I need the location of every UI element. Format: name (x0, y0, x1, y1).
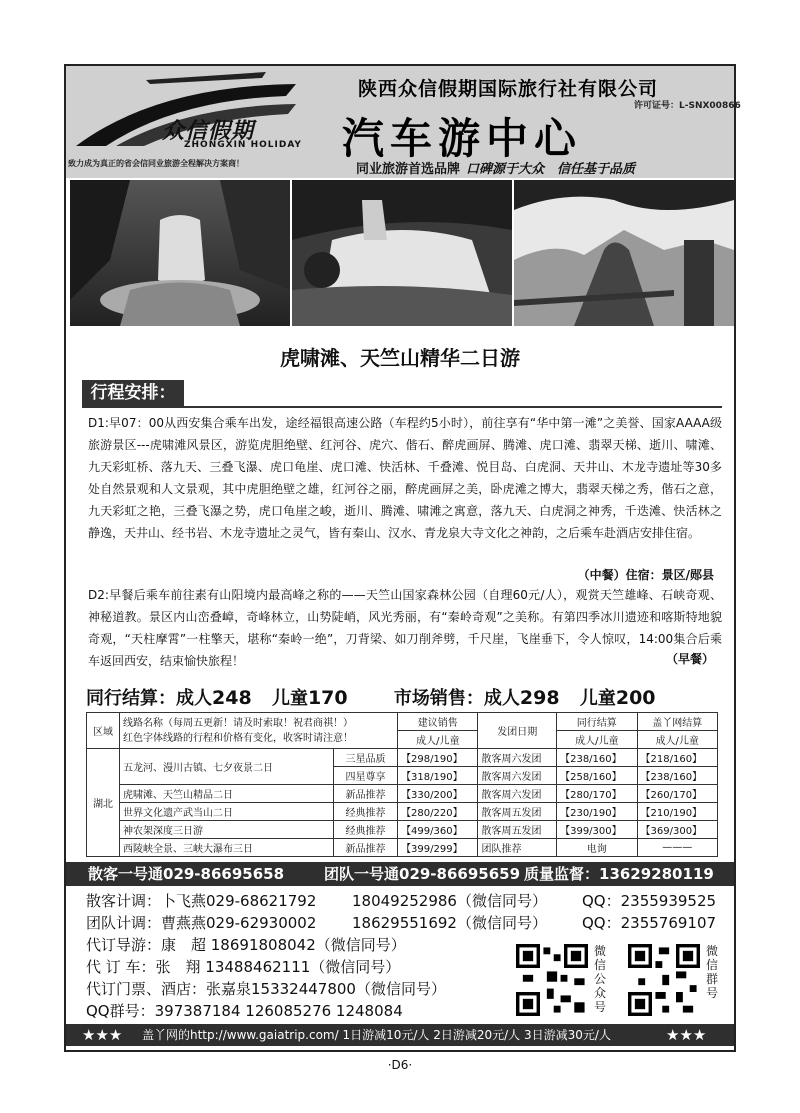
footer-stars-left: ★★★ (82, 1026, 123, 1044)
header-route-line2: 红色字体线路的行程和价格有变化，收客时请注意！ (123, 732, 353, 744)
contact-group-mobile: 18629551692（微信同号） (352, 914, 547, 932)
gaia-price: ——— (637, 839, 717, 857)
logo-english: ZHONGXIN HOLIDAY (184, 140, 302, 150)
page-number: ·D6· (387, 1058, 413, 1072)
route-price-table (86, 712, 718, 857)
company-name: 陕西众信假期国际旅行社有限公司 (358, 78, 659, 100)
waterfall-photo-1 (70, 180, 290, 326)
gaia-price: 【218/160】 (637, 749, 717, 767)
subheader-suggest: 成人/儿童 (398, 731, 478, 749)
license-number: 许可证号：L-SNX00866 (634, 101, 741, 111)
waterfall-photo-2 (292, 180, 512, 326)
trade-price: 电询 (557, 839, 637, 857)
gaia-price: 【260/170】 (637, 785, 717, 803)
logo-chinese: 众信假期 (162, 119, 255, 144)
depart-date: 团队推荐 (478, 839, 557, 857)
day1-meal: （中餐）住宿：景区/郧县 (577, 568, 714, 582)
qr-label-public: 微信公众号 (593, 944, 606, 1014)
mountain-photo (514, 180, 734, 326)
center-title: 汽车游中心 (342, 114, 583, 163)
market-child-label: 儿童 (579, 688, 616, 709)
header (66, 66, 741, 178)
hotline-group: 团队一号通029-86695659 (324, 865, 521, 883)
contact-car: 代 订 车：张 翔 13488462111（微信同号） (86, 958, 401, 976)
wechat-public-qr-icon (516, 944, 588, 1016)
day1-itinerary: D1:早07：00从西安集合乘车出发，途经福银高速公路（车程约5小时），前往享有“华中第一滩”之美誉、国家AAAA级旅游景区---虎啸滩风景区，游览虎胆绝壁、红河谷、虎穴、偕石、醉虎画屏、腾滩、虎口滩、翡翠天梯、逝川、啸滩、九天彩虹桥、落九天、三叠飞瀑、虎口龟崖、虎口滩、快活林、千叠滩、悦目岛、白虎洞、天井山、木龙寺遗址等30多处自然景观和人文景观，其中虎胆绝壁之雄，红河谷之丽，醉虎画屏之美，卧虎滩之博大，翡翠天梯之秀，偕石之意，九天彩虹之艳，三叠飞瀑之势，虎口龟崖之峻，逝川、腾滩、啸滩之寓意，落九天、白虎洞之神秀，千迭滩、快活林之静逸，天井山、经书岩、木龙寺遗址之灵气，皆有秦山、汉水、青龙泉大寺文化之神韵，之后乘车赴酒店安排住宿。 (88, 416, 722, 540)
market-price-label: 市场销售：成人 (393, 688, 520, 709)
depart-date: 散客周六发团 (478, 749, 557, 767)
gaia-price: 【210/190】 (637, 803, 717, 821)
table-header-row (87, 713, 718, 731)
contact-individual-planner: 散客计调：卜飞燕029-68621792 (86, 892, 317, 910)
trade-price: 【238/160】 (557, 749, 637, 767)
table-row (87, 821, 718, 839)
price-summary (86, 684, 656, 710)
route-tag: 新品推荐 (334, 839, 398, 857)
route-tag: 经典推荐 (334, 803, 398, 821)
suggest-price: 【280/220】 (398, 803, 478, 821)
table-row (87, 839, 718, 857)
market-adult-price: 298 (519, 687, 560, 709)
tagline-left: 同业旅游首选品牌 (356, 162, 461, 177)
table-row (87, 803, 718, 821)
route-tag: 经典推荐 (334, 821, 398, 839)
hotline-quality: 质量监督：13629280119 (524, 865, 714, 883)
day2-itinerary: D2:早餐后乘车前往素有山阳境内最高峰之称的——天竺山国家森林公园（自理60元/人），观赏天竺雄峰、石峡奇观、神秘道教。景区内山峦叠嶂，奇峰林立，山势陡峭，风光秀丽，有“秦岭奇观”之美称。有第四季冰川遗迹和喀斯特地貌奇观，“天柱摩霄”一柱擎天，堪称“秦岭一绝”，刀背梁、如刀削斧劈，千尺崖，飞崖垂下，令人惊叹，14:00集合后乘车返回西安，结束愉快旅程！ (88, 588, 722, 668)
footer-stars-right: ★★★ (666, 1026, 707, 1044)
contact-guide: 代订导游：康 超 18691808042（微信同号） (86, 936, 406, 954)
trade-price: 【399/300】 (557, 821, 637, 839)
header-route (120, 713, 398, 749)
suggest-price: 【330/200】 (398, 785, 478, 803)
region-cell: 湖北 (87, 749, 120, 857)
suggest-price: 【318/190】 (398, 767, 478, 785)
header-region: 区域 (87, 713, 120, 749)
trade-child-price: 170 (307, 687, 348, 709)
footer-promo: 盖丫网的http://www.gaiatrip.com/ 1日游减10元/人 2日游减20元/人 3日游减30元/人 (142, 1028, 611, 1042)
gaia-price: 【238/160】 (637, 767, 717, 785)
route-tag: 新品推荐 (334, 785, 398, 803)
trade-price: 【230/190】 (557, 803, 637, 821)
depart-date: 散客周五发团 (478, 821, 557, 839)
gaia-price: 【369/300】 (637, 821, 717, 839)
trade-adult-price: 248 (212, 687, 252, 709)
route-name: 虎啸滩、天竺山精品二日 (120, 785, 334, 803)
trade-price-label: 同行结算：成人 (86, 688, 212, 709)
contact-group-qq: QQ：2355769107 (582, 914, 717, 932)
trade-price: 【258/160】 (557, 767, 637, 785)
subheader-gaia: 成人/儿童 (637, 731, 717, 749)
route-name: 西陵峡全景、三峡大瀑布三日 (120, 839, 334, 857)
schedule-label: 行程安排： (82, 380, 184, 406)
header-date: 发团日期 (478, 713, 557, 749)
contact-tickets: 代订门票、酒店：张嘉泉15332447800（微信同号） (86, 980, 446, 998)
depart-date: 散客周六发团 (478, 767, 557, 785)
route-name: 世界文化遗产武当山二日 (120, 803, 334, 821)
wechat-group-qr-icon (628, 944, 700, 1016)
header-trade: 同行结算 (557, 713, 637, 731)
market-child-price: 200 (615, 687, 656, 709)
route-title: 虎啸滩、天竺山精华二日游 (280, 346, 520, 370)
depart-date: 散客周五发团 (478, 803, 557, 821)
route-tag: 四星尊享 (334, 767, 398, 785)
header-suggest: 建议销售 (398, 713, 478, 731)
contact-individual-mobile: 18049252986（微信同号） (352, 892, 547, 910)
trade-child-label: 儿童 (271, 688, 308, 709)
route-name: 五龙河、漫川古镇、七夕夜景二日 (120, 749, 334, 785)
depart-date: 散客周六发团 (478, 785, 557, 803)
schedule-divider (82, 406, 722, 408)
subheader-trade: 成人/儿童 (557, 731, 637, 749)
table-row (87, 785, 718, 803)
hotline-bar (66, 862, 734, 886)
logo-slogan: 致力成为真正的省会信同业旅游全程解决方案商！ (68, 159, 244, 168)
trade-price: 【280/170】 (557, 785, 637, 803)
tagline (356, 158, 635, 177)
qr-label-group: 微信群号 (705, 944, 718, 1000)
company-logo (66, 66, 306, 178)
header-gaia: 盖丫网结算 (637, 713, 717, 731)
contact-group-planner: 团队计调：曹燕燕029-62930002 (86, 914, 317, 932)
contact-qq-groups: QQ群号：397387184 126085276 1248084 (86, 1002, 403, 1020)
suggest-price: 【399/299】 (398, 839, 478, 857)
table-row (87, 749, 718, 767)
day2-meal: （早餐） (665, 652, 714, 666)
header-route-line1: 线路名称（每周五更新！请及时索取！祝君商祺！） (123, 717, 353, 729)
footer-bar (66, 1024, 734, 1046)
suggest-price: 【298/190】 (398, 749, 478, 767)
hotline-individual: 散客一号通029-86695658 (88, 865, 285, 883)
route-tag: 三星品质 (334, 749, 398, 767)
tagline-right: 口碑源于大众 信任基于品质 (466, 162, 636, 177)
suggest-price: 【499/360】 (398, 821, 478, 839)
route-name: 神农架深度三日游 (120, 821, 334, 839)
contact-individual-qq: QQ：2355939525 (582, 892, 717, 910)
